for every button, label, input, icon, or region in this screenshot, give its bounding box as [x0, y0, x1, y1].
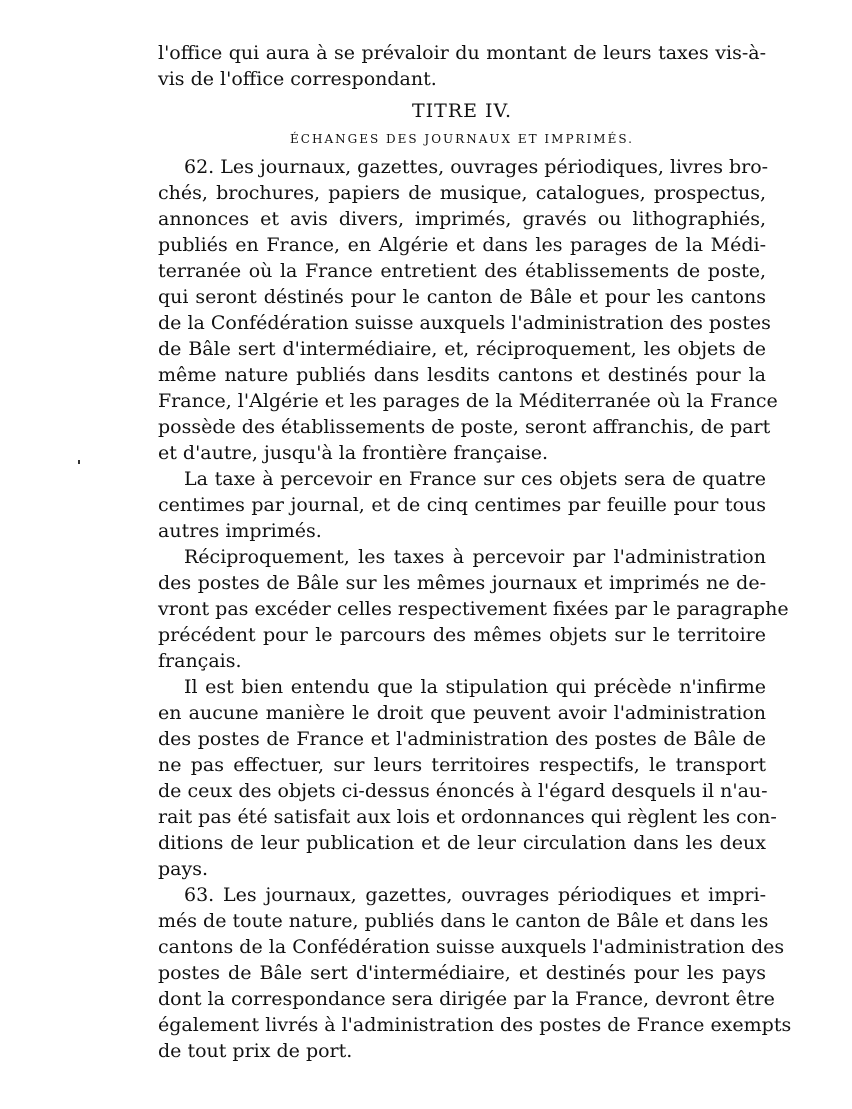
text-line: 63. Les journaux, gazettes, ouvrages périodiques et impri- [184, 884, 766, 906]
text-line: dont la correspondance sera dirigée par la France, devront être [158, 988, 775, 1010]
text-line: possède des établissements de poste, seront affranchis, de part [158, 416, 771, 438]
text-line: des postes de Bâle sur les mêmes journaux et imprimés ne de- [158, 572, 766, 594]
text-line: en aucune manière le droit que peuvent avoir l'administration [158, 702, 766, 724]
text-line: postes de Bâle sert d'intermédiaire, et destinés pour les pays [158, 962, 766, 984]
article-62-paragraph [158, 154, 778, 466]
text-line: France, l'Algérie et les parages de la Méditerranée où la France [158, 390, 778, 412]
text-line: qui seront déstinés pour le canton de Bâle et pour les cantons [158, 286, 766, 308]
text-line: cantons de la Confédération suisse auxquels l'administration des [158, 936, 785, 958]
text-line: même nature publiés dans lesdits cantons et destinés pour la [158, 364, 766, 386]
text-line: ditions de leur publication et de leur circulation dans les deux [158, 832, 766, 854]
stipulation-paragraph [158, 674, 777, 882]
text-line: des postes de France et l'administration des postes de Bâle de [158, 728, 766, 750]
article-63-paragraph [158, 882, 792, 1064]
margin-mark [78, 460, 80, 464]
text-line: vis de l'office correspondant. [158, 68, 437, 90]
text-line: autres imprimés. [158, 520, 322, 542]
text-line: et d'autre, jusqu'à la frontière française. [158, 442, 549, 464]
text-line: de ceux des objets ci-dessus énoncés à l'égard desquels il n'au- [158, 780, 768, 802]
document-page [158, 40, 792, 1064]
text-line: de Bâle sert d'intermédiaire, et, réciproquement, les objets de [158, 338, 766, 360]
text-line: ne pas effectuer, sur leurs territoires respectifs, le transport [158, 754, 766, 776]
tax-paragraph [158, 466, 766, 544]
text-line: pays. [158, 858, 209, 880]
text-line: de tout prix de port. [158, 1040, 353, 1062]
text-line: Il est bien entendu que la stipulation qui précède n'infirme [184, 676, 766, 698]
section-title: TITRE IV. [411, 100, 512, 122]
text-line: La taxe à percevoir en France sur ces objets sera de quatre [184, 468, 766, 490]
text-line: vront pas excéder celles respectivement fixées par le paragraphe [158, 598, 789, 620]
text-line: Réciproquement, les taxes à percevoir par l'administration [184, 546, 766, 568]
text-line: terranée où la France entretient des établissements de poste, [158, 260, 766, 282]
text-line: publiés en France, en Algérie et dans les parages de la Médi- [158, 234, 766, 256]
text-line: chés, brochures, papiers de musique, catalogues, prospectus, [158, 182, 766, 204]
text-line: més de toute nature, publiés dans le canton de Bâle et dans les [158, 910, 769, 932]
text-line: précédent pour le parcours des mêmes objets sur le territoire [158, 624, 766, 646]
text-line: rait pas été satisfait aux lois et ordonnances qui règlent les con- [158, 806, 777, 828]
text-line: annonces et avis divers, imprimés, gravés ou lithographiés, [158, 208, 766, 230]
intro-paragraph [158, 40, 766, 92]
text-line: de la Confédération suisse auxquels l'administration des postes [158, 312, 771, 334]
text-line: 62. Les journaux, gazettes, ouvrages périodiques, livres bro- [184, 156, 769, 178]
text-line: français. [158, 650, 242, 672]
reciprocity-paragraph [158, 544, 789, 674]
text-line: également livrés à l'administration des postes de France exempts [158, 1014, 792, 1036]
section-subtitle: ÉCHANGES DES JOURNAUX ET IMPRIMÉS. [290, 132, 634, 146]
text-line: centimes par journal, et de cinq centimes par feuille pour tous [158, 494, 766, 516]
text-line: l'office qui aura à se prévaloir du montant de leurs taxes vis-à- [158, 42, 766, 64]
